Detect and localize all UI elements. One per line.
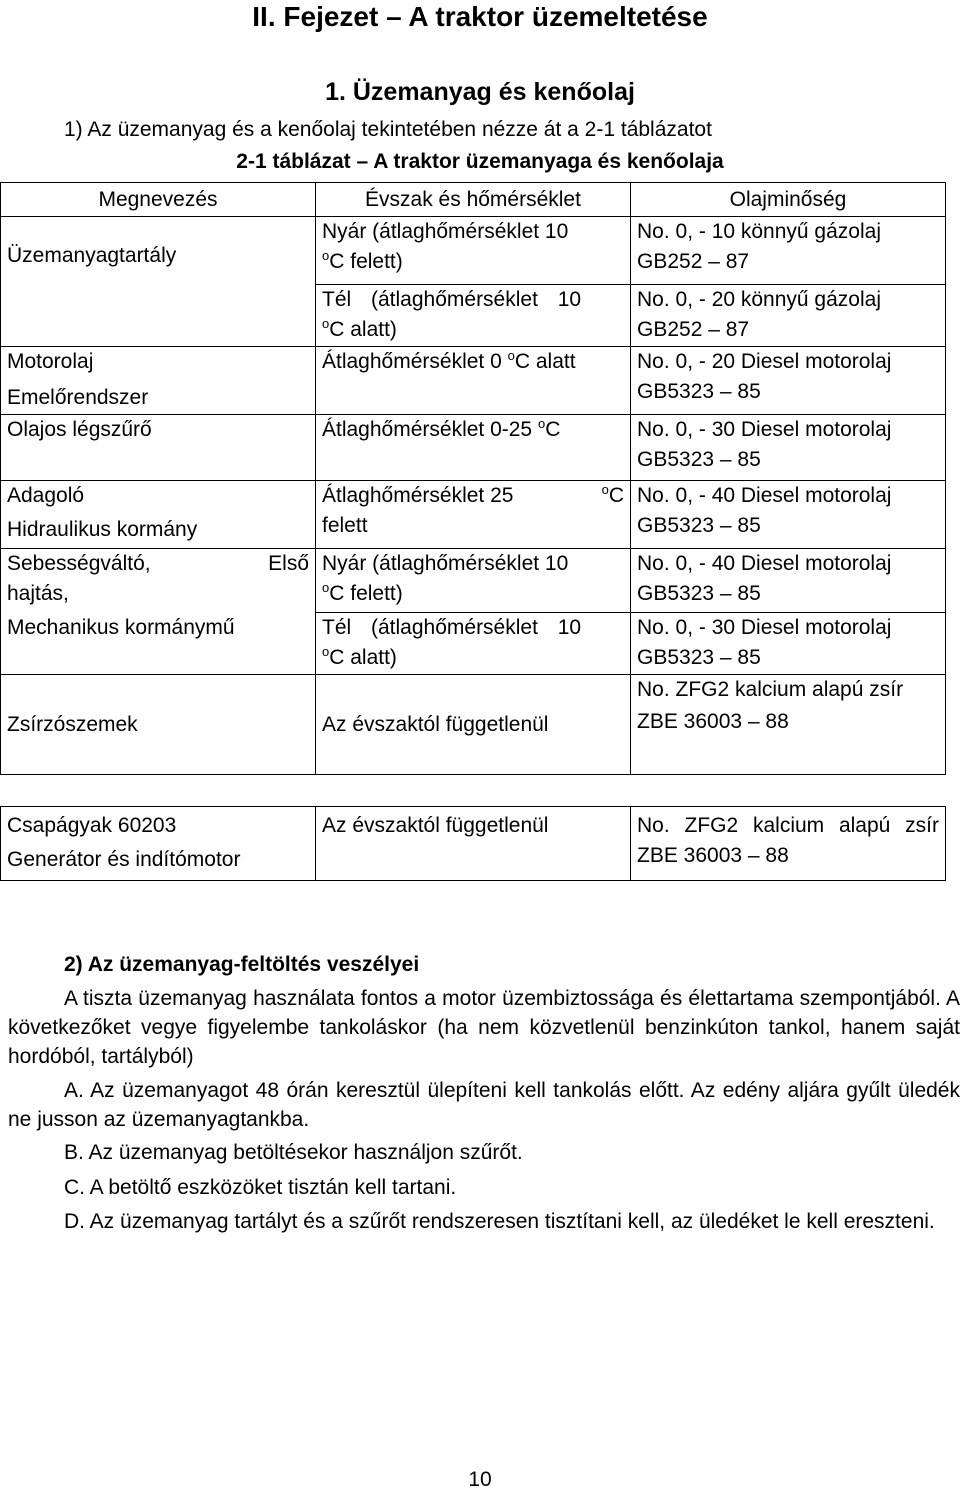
fuel-tank-summer-oil: No. 0, - 10 könnyű gázolaj GB252 – 87	[631, 217, 946, 285]
fuel-tank-winter: Tél (átlaghőmérséklet 10 $^o$C alatt)	[316, 285, 631, 347]
table-header-row	[1, 183, 946, 217]
grease-oil: No. ZFG2 kalcium alapú zsír ZBE 36003 – 88	[631, 675, 946, 775]
table-row	[1, 415, 946, 481]
fuel-tank-winter-oil: No. 0, - 20 könnyű gázolaj GB252 – 87	[631, 285, 946, 347]
grease-name: Zsírzószemek	[1, 675, 316, 775]
header-name: Megnevezés	[1, 183, 316, 217]
injector-temp: Átlaghőmérséklet 25 $^o$C felett	[316, 481, 631, 549]
table-row	[1, 549, 946, 613]
list-item-d: D. Az üzemanyag tartályt és a szűrőt rendszeresen tisztítani kell, az üledéket le kell ereszteni.	[64, 1210, 935, 1233]
injector-oil: No. 0, - 40 Diesel motorolaj GB5323 – 85	[631, 481, 946, 549]
table-row	[1, 481, 946, 549]
table-row	[1, 347, 946, 415]
air-filter-oil: No. 0, - 30 Diesel motorolaj GB5323 – 85	[631, 415, 946, 481]
hazards-heading: 2) Az üzemanyag-feltöltés veszélyei	[64, 953, 420, 976]
gearbox-winter-oil: No. 0, - 30 Diesel motorolaj GB5323 – 85	[631, 613, 946, 675]
air-filter-temp: Átlaghőmérséklet 0-25 $^o$C	[316, 415, 631, 481]
list-item-b: B. Az üzemanyag betöltésekor használjon szűrőt.	[64, 1141, 523, 1164]
section-title: 1. Üzemanyag és kenőolaj	[325, 78, 635, 106]
air-filter-name: Olajos légszűrő	[1, 415, 316, 481]
table-caption: 2-1 táblázat – A traktor üzemanyaga és kenőolaja	[236, 150, 724, 173]
fuel-tank-summer: Nyár (átlaghőmérséklet 10 $^o$C felett)	[316, 217, 631, 285]
bearing-name: Csapágyak 60203 Generátor és indítómotor	[1, 807, 316, 881]
list-item-a: A. Az üzemanyagot 48 órán keresztül ülepíteni kell tankolás előtt. Az edény aljára gyűlt üledék ne jusson az üzemanyagtankba.	[8, 1079, 960, 1131]
table-row	[1, 807, 946, 881]
intro-text: 1) Az üzemanyag és a kenőolaj tekintetében nézze át a 2-1 táblázatot	[64, 118, 712, 141]
table-row	[1, 217, 946, 285]
injector-name: Adagoló Hidraulikus kormány	[1, 481, 316, 549]
bearing-temp: Az évszaktól függetlenül	[316, 807, 631, 881]
table-row	[1, 675, 946, 775]
fuel-oil-table	[0, 182, 946, 775]
list-item-c: C. A betöltő eszközöket tisztán kell tartani.	[64, 1176, 457, 1199]
bearing-oil: No. ZFG2 kalcium alapú zsír ZBE 36003 – 88	[631, 807, 946, 881]
header-oil: Olajminőség	[631, 183, 946, 217]
gearbox-winter: Tél (átlaghőmérséklet 10 $^o$C alatt)	[316, 613, 631, 675]
motor-oil-oil: No. 0, - 20 Diesel motorolaj GB5323 – 85	[631, 347, 946, 415]
chapter-title: II. Fejezet – A traktor üzemeltetése	[252, 1, 708, 32]
gearbox-name: Sebességváltó, Első hajtás, Mechanikus kormánymű	[1, 549, 316, 675]
header-season: Évszak és hőmérséklet	[316, 183, 631, 217]
motor-oil-temp: Átlaghőmérséklet 0 $^o$C alatt	[316, 347, 631, 415]
gearbox-summer-oil: No. 0, - 40 Diesel motorolaj GB5323 – 85	[631, 549, 946, 613]
grease-temp: Az évszaktól függetlenül	[316, 675, 631, 775]
fuel-tank-name: Üzemanyagtartály	[1, 217, 316, 347]
hazards-paragraph: A tiszta üzemanyag használata fontos a motor üzembiztossága és élettartama szempontjából. A következőket vegye figyelembe tankoláskor (ha nem közvetlenül benzinkúton tankol, hanem saját hordóból, tartályból)	[8, 987, 960, 1068]
gearbox-summer: Nyár (átlaghőmérséklet 10 $^o$C felett)	[316, 549, 631, 613]
page-number: 10	[468, 1468, 492, 1491]
bearing-table	[0, 806, 946, 881]
motor-oil-name: Motorolaj Emelőrendszer	[1, 347, 316, 415]
